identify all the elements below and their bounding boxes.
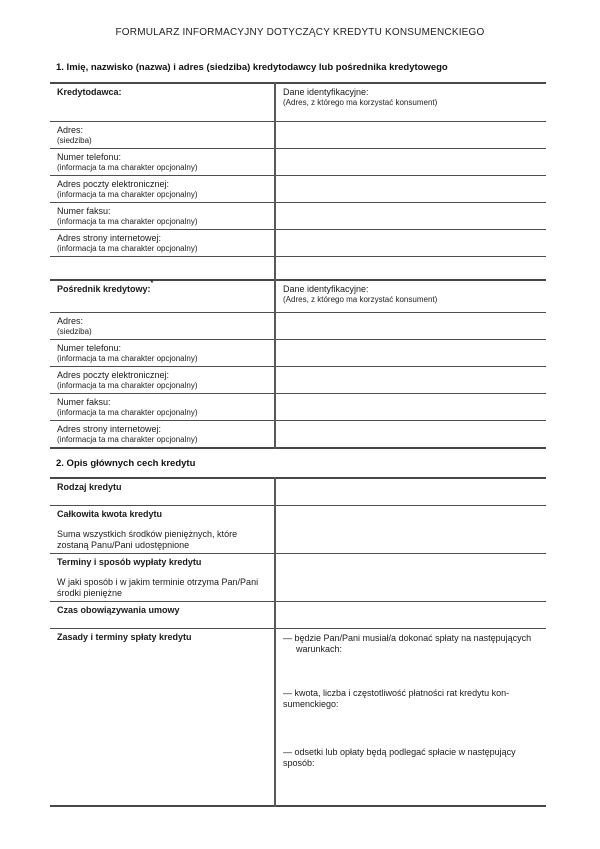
table-row: [50, 393, 546, 420]
website-label: Adres strony internetowej:: [57, 232, 162, 243]
contract-duration-value-cell: [275, 601, 546, 628]
broker-address-value-cell: [275, 312, 546, 339]
broker-email-value-cell: [275, 366, 546, 393]
creditor-broker-table: [50, 82, 546, 449]
table-row: [50, 229, 546, 256]
broker-website-value-cell: [275, 420, 546, 448]
contract-duration-label-cell: [50, 601, 275, 628]
creditor-phone-label-cell: [50, 148, 275, 175]
table-row: [50, 280, 546, 312]
table-row: [50, 148, 546, 175]
address-note: (siedziba): [57, 135, 92, 145]
table-row: [50, 339, 546, 366]
repayment-item-line: sumenckiego:: [283, 699, 339, 709]
table-row: [50, 478, 546, 505]
creditor-website-label-cell: [50, 229, 275, 256]
repayment-rules-label-cell: [50, 628, 275, 806]
address-label: Adres:: [57, 315, 84, 326]
optional-note: (informacja ta ma charakter opcjonalny): [57, 353, 198, 363]
optional-note: (informacja ta ma charakter opcjonalny): [57, 407, 198, 417]
payout-terms-label-cell: [50, 553, 275, 601]
table-row: [50, 628, 546, 806]
optional-note: (informacja ta ma charakter opcjonalny): [57, 162, 198, 172]
broker-identification-cell: [275, 280, 546, 312]
repayment-item-line: warunkach:: [296, 644, 343, 654]
creditor-email-value-cell: [275, 175, 546, 202]
broker-label-cell: [50, 280, 275, 312]
broker-fax-value-cell: [275, 393, 546, 420]
broker-email-label-cell: [50, 366, 275, 393]
phone-label: Numer telefonu:: [57, 151, 122, 162]
table-row: [50, 83, 546, 121]
payout-terms-value-cell: [275, 553, 546, 601]
repayment-amount-item: [283, 688, 540, 711]
broker-fax-label-cell: [50, 393, 275, 420]
repayment-item-line: sposób:: [283, 758, 315, 768]
broker-address-label-cell: [50, 312, 275, 339]
identification-data-note: (Adres, z którego ma korzystać konsument): [283, 98, 438, 107]
table-row: [50, 601, 546, 628]
footnote-asterisk: *: [150, 280, 154, 287]
website-label: Adres strony internetowej:: [57, 423, 162, 434]
email-label: Adres poczty elektronicznej:: [57, 178, 170, 189]
creditor-address-label-cell: [50, 121, 275, 148]
credit-type-label: Rodzaj kredytu: [57, 482, 122, 492]
empty-spacer-cell: [50, 256, 275, 280]
credit-features-table: [50, 477, 546, 807]
broker-website-label-cell: [50, 420, 275, 448]
table-row: [50, 420, 546, 448]
total-amount-value-cell: [275, 505, 546, 553]
payout-terms-description: W jaki sposób i w jakim terminie otrzyma Pan/Pani środki pieniężne: [57, 576, 259, 598]
section-2-heading: 2. Opis głównych cech kredytu: [56, 458, 196, 469]
broker-phone-label-cell: [50, 339, 275, 366]
optional-note: (informacja ta ma charakter opcjonalny): [57, 243, 198, 253]
address-note: (siedziba): [57, 326, 92, 336]
creditor-label: Kredytodawca:: [57, 87, 122, 97]
repayment-condition-item: [283, 633, 540, 656]
optional-note: (informacja ta ma charakter opcjonalny): [57, 189, 198, 199]
table-row: [50, 366, 546, 393]
fax-label: Numer faksu:: [57, 205, 111, 216]
creditor-fax-label-cell: [50, 202, 275, 229]
table-row: [50, 202, 546, 229]
phone-label: Numer telefonu:: [57, 342, 122, 353]
document-title: FORMULARZ INFORMACYJNY DOTYCZĄCY KREDYTU KONSUMENCKIEGO: [115, 27, 485, 38]
table-row: [50, 121, 546, 148]
table-row: [50, 256, 546, 280]
fax-label: Numer faksu:: [57, 396, 111, 407]
repayment-interest-item: [283, 747, 540, 770]
contract-duration-label: Czas obowiązywania umowy: [57, 604, 180, 615]
optional-note: (informacja ta ma charakter opcjonalny): [57, 380, 198, 390]
repayment-item-line: — będzie Pan/Pani musiał/a dokonać spłaty na następujących: [283, 632, 532, 643]
creditor-website-value-cell: [275, 229, 546, 256]
optional-note: (informacja ta ma charakter opcjonalny): [57, 434, 198, 444]
identification-data-note: (Adres, z którego ma korzystać konsument): [283, 295, 438, 304]
repayment-item-line: — kwota, liczba i częstotliwość płatności rat kredytu kon-: [283, 687, 510, 698]
payout-terms-label: Terminy i sposób wypłaty kredytu: [57, 556, 202, 567]
identification-data-label: Dane identyfikacyjne:: [283, 87, 369, 97]
credit-type-value-cell: [275, 478, 546, 505]
address-label: Adres:: [57, 124, 84, 135]
identification-data-label: Dane identyfikacyjne:: [283, 284, 369, 294]
creditor-email-label-cell: [50, 175, 275, 202]
credit-type-label-cell: [50, 478, 275, 505]
section-1-heading: 1. Imię, nazwisko (nazwa) i adres (siedziba) kredytodawcy lub pośrednika kredytowego: [56, 62, 448, 73]
repayment-rules-value-cell: [275, 628, 546, 806]
repayment-item-line: — odsetki lub opłaty będą podlegać spłacie w następujący: [283, 746, 516, 757]
optional-note: (informacja ta ma charakter opcjonalny): [57, 216, 198, 226]
total-amount-label: Całkowita kwota kredytu: [57, 508, 163, 519]
table-row: [50, 312, 546, 339]
creditor-identification-cell: [275, 83, 546, 121]
broker-phone-value-cell: [275, 339, 546, 366]
total-amount-description: Suma wszystkich środków pieniężnych, które zostaną Panu/Pani udostępnione: [57, 528, 238, 550]
broker-label: Pośrednik kredytowy:: [57, 284, 151, 294]
creditor-phone-value-cell: [275, 148, 546, 175]
creditor-label-cell: [50, 83, 275, 121]
creditor-address-value-cell: [275, 121, 546, 148]
total-amount-label-cell: [50, 505, 275, 553]
table-row: [50, 175, 546, 202]
table-row: [50, 505, 546, 553]
empty-spacer-cell: [275, 256, 546, 280]
creditor-fax-value-cell: [275, 202, 546, 229]
table-row: [50, 553, 546, 601]
email-label: Adres poczty elektronicznej:: [57, 369, 170, 380]
repayment-rules-label: Zasady i terminy spłaty kredytu: [57, 631, 192, 642]
